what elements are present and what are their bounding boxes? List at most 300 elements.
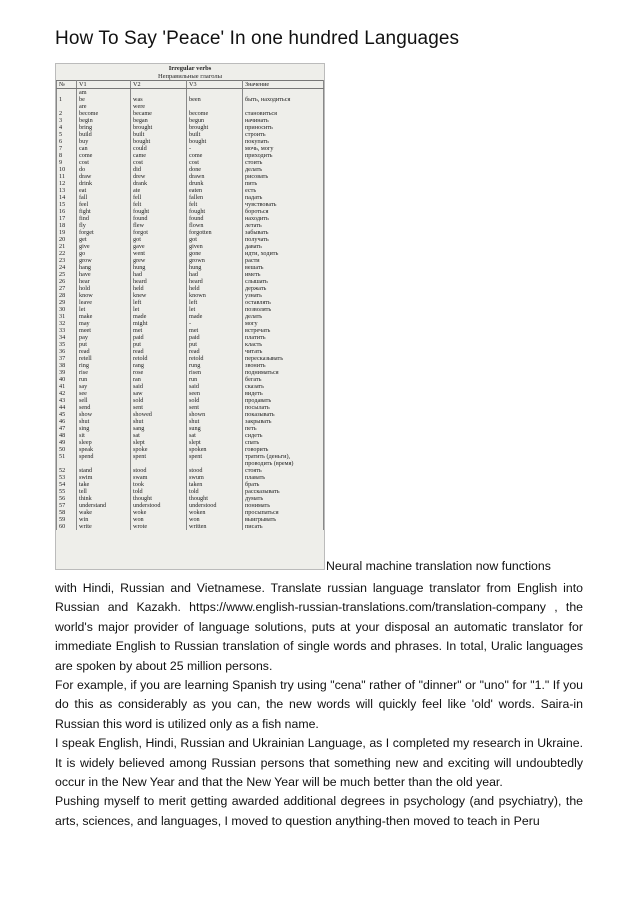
table-cell: went <box>131 250 187 257</box>
table-cell: given <box>187 243 243 250</box>
table-cell: take <box>77 481 131 488</box>
table-row <box>57 292 324 299</box>
table-cell: вешать <box>243 264 324 271</box>
table-cell: heard <box>187 278 243 285</box>
table-cell: узнать <box>243 292 324 299</box>
table-cell: давать <box>243 243 324 250</box>
table-cell: pay <box>77 334 131 341</box>
table-cell: thought <box>131 495 187 502</box>
table-cell: told <box>187 488 243 495</box>
table-cell: had <box>131 271 187 278</box>
table-cell: - <box>187 145 243 152</box>
table-cell: send <box>77 404 131 411</box>
table-row <box>57 453 324 460</box>
table-cell: бороться <box>243 208 324 215</box>
table-cell: may <box>77 320 131 327</box>
table-cell: were <box>131 103 187 110</box>
table-cell: bought <box>187 138 243 145</box>
table-cell: began <box>131 117 187 124</box>
table-cell: читать <box>243 348 324 355</box>
table-row <box>57 201 324 208</box>
table-cell: speak <box>77 446 131 453</box>
table-cell: hold <box>77 285 131 292</box>
table-cell: 23 <box>57 257 77 264</box>
table-row <box>57 138 324 145</box>
table-cell: retold <box>131 355 187 362</box>
table-cell: 3 <box>57 117 77 124</box>
table-cell: 42 <box>57 390 77 397</box>
table-row <box>57 96 324 103</box>
table-cell: wake <box>77 509 131 516</box>
table-cell: found <box>187 215 243 222</box>
table-cell: show <box>77 411 131 418</box>
table-cell: показывать <box>243 411 324 418</box>
table-cell: 41 <box>57 383 77 390</box>
table-cell: 8 <box>57 152 77 159</box>
table-cell: woke <box>131 509 187 516</box>
table-cell: been <box>187 96 243 103</box>
table-cell: 31 <box>57 313 77 320</box>
table-cell: cost <box>131 159 187 166</box>
table-cell: could <box>131 145 187 152</box>
table-cell: 18 <box>57 222 77 229</box>
table-cell: seen <box>187 390 243 397</box>
table-cell: 29 <box>57 299 77 306</box>
table-cell: might <box>131 320 187 327</box>
table-cell: thought <box>187 495 243 502</box>
table-cell: получать <box>243 236 324 243</box>
table-row <box>57 243 324 250</box>
table-cell: выигрывать <box>243 516 324 523</box>
table-cell: hang <box>77 264 131 271</box>
table-cell: - <box>187 320 243 327</box>
table-cell: 33 <box>57 327 77 334</box>
table-row <box>57 250 324 257</box>
table-cell: fought <box>187 208 243 215</box>
table-cell: retold <box>187 355 243 362</box>
table-row <box>57 418 324 425</box>
table-cell: go <box>77 250 131 257</box>
table-cell: 16 <box>57 208 77 215</box>
table-cell: стоить <box>243 159 324 166</box>
table-cell: 58 <box>57 509 77 516</box>
table-cell: видеть <box>243 390 324 397</box>
table-row <box>57 299 324 306</box>
table-cell: проводить (время) <box>243 460 324 467</box>
table-cell: покупать <box>243 138 324 145</box>
table-cell: fallen <box>187 194 243 201</box>
table-cell: paid <box>187 334 243 341</box>
table-cell: give <box>77 243 131 250</box>
table-row <box>57 131 324 138</box>
table-cell: build <box>77 131 131 138</box>
table-cell: found <box>131 215 187 222</box>
table-cell: begun <box>187 117 243 124</box>
table-cell: 37 <box>57 355 77 362</box>
table-cell: tell <box>77 488 131 495</box>
table-cell: rang <box>131 362 187 369</box>
verbs-table <box>56 80 324 530</box>
table-cell: 27 <box>57 285 77 292</box>
table-cell: won <box>131 516 187 523</box>
table-cell: felt <box>187 201 243 208</box>
table-row <box>57 327 324 334</box>
table-cell: built <box>187 131 243 138</box>
table-cell: grow <box>77 257 131 264</box>
table-cell: bring <box>77 124 131 131</box>
table-cell: есть <box>243 187 324 194</box>
table-cell: swum <box>187 474 243 481</box>
table-cell: sang <box>131 425 187 432</box>
table-cell: come <box>77 152 131 159</box>
table-cell: rung <box>187 362 243 369</box>
table-cell: летать <box>243 222 324 229</box>
table-cell: left <box>131 299 187 306</box>
table-cell: 9 <box>57 159 77 166</box>
table-cell: showed <box>131 411 187 418</box>
table-cell: класть <box>243 341 324 348</box>
table-cell: 30 <box>57 306 77 313</box>
table-row <box>57 474 324 481</box>
table-cell: встречать <box>243 327 324 334</box>
table-cell <box>243 89 324 97</box>
table-cell: рассказывать <box>243 488 324 495</box>
table-cell: see <box>77 390 131 397</box>
table-cell: 47 <box>57 425 77 432</box>
table-cell: drink <box>77 180 131 187</box>
table-cell: 55 <box>57 488 77 495</box>
table-row <box>57 439 324 446</box>
table-row <box>57 222 324 229</box>
table-row <box>57 502 324 509</box>
table-cell: became <box>131 110 187 117</box>
column-header: Значение <box>243 81 324 89</box>
column-header: № <box>57 81 77 89</box>
table-cell: 53 <box>57 474 77 481</box>
table-row <box>57 348 324 355</box>
table-cell: 26 <box>57 278 77 285</box>
table-row <box>57 341 324 348</box>
table-cell: продавать <box>243 397 324 404</box>
table-cell: 32 <box>57 320 77 327</box>
table-cell: сидеть <box>243 432 324 439</box>
table-header-row <box>57 81 324 89</box>
table-row <box>57 194 324 201</box>
table-cell: paid <box>131 334 187 341</box>
table-cell: оставлять <box>243 299 324 306</box>
article-body <box>55 579 583 831</box>
table-cell: пересказывать <box>243 355 324 362</box>
table-cell: said <box>131 383 187 390</box>
table-cell: 12 <box>57 180 77 187</box>
table-cell: делать <box>243 166 324 173</box>
table-cell: sell <box>77 397 131 404</box>
table-cell: run <box>77 376 131 383</box>
table-cell: держать <box>243 285 324 292</box>
table-row <box>57 509 324 516</box>
table-cell: met <box>131 327 187 334</box>
table-row <box>57 488 324 495</box>
table-cell: 28 <box>57 292 77 299</box>
table-cell: 4 <box>57 124 77 131</box>
table-row <box>57 166 324 173</box>
table-cell: платить <box>243 334 324 341</box>
table-cell: held <box>187 285 243 292</box>
table-cell: come <box>187 152 243 159</box>
table-cell <box>187 89 243 97</box>
table-row <box>57 411 324 418</box>
table-row <box>57 180 324 187</box>
table-cell: become <box>77 110 131 117</box>
table-cell: rose <box>131 369 187 376</box>
table-cell: 50 <box>57 446 77 453</box>
table-row <box>57 208 324 215</box>
table-cell: 38 <box>57 362 77 369</box>
table-cell: gave <box>131 243 187 250</box>
table-cell: sung <box>187 425 243 432</box>
table-row <box>57 187 324 194</box>
table-cell <box>57 103 77 110</box>
table-row <box>57 285 324 292</box>
table-row <box>57 215 324 222</box>
table-cell: swam <box>131 474 187 481</box>
table-cell: drawn <box>187 173 243 180</box>
table-cell <box>131 460 187 467</box>
table-row <box>57 397 324 404</box>
table-cell: become <box>187 110 243 117</box>
table-cell: shut <box>187 418 243 425</box>
table-row <box>57 355 324 362</box>
table-cell: 48 <box>57 432 77 439</box>
table-cell: начинать <box>243 117 324 124</box>
table-row <box>57 369 324 376</box>
table-cell: feel <box>77 201 131 208</box>
table-row <box>57 362 324 369</box>
table-cell: eaten <box>187 187 243 194</box>
table-cell: пить <box>243 180 324 187</box>
table-cell: said <box>187 383 243 390</box>
table-cell: are <box>77 103 131 110</box>
table-row <box>57 152 324 159</box>
table-cell: hung <box>187 264 243 271</box>
table-cell: written <box>187 523 243 530</box>
table-cell: can <box>77 145 131 152</box>
table-cell: stood <box>131 467 187 474</box>
table-cell: spoke <box>131 446 187 453</box>
table-cell: падать <box>243 194 324 201</box>
table-cell: let <box>187 306 243 313</box>
table-cell: расти <box>243 257 324 264</box>
table-cell: be <box>77 96 131 103</box>
table-cell: make <box>77 313 131 320</box>
table-cell: строить <box>243 131 324 138</box>
table-cell: sent <box>187 404 243 411</box>
table-cell: grown <box>187 257 243 264</box>
table-cell: slept <box>187 439 243 446</box>
table-cell: спать <box>243 439 324 446</box>
table-cell: buy <box>77 138 131 145</box>
table-row <box>57 236 324 243</box>
table-cell: built <box>131 131 187 138</box>
table-heading-en: Irregular verbs <box>168 65 212 72</box>
table-cell: 35 <box>57 341 77 348</box>
table-cell <box>57 89 77 97</box>
table-cell: 24 <box>57 264 77 271</box>
table-cell: made <box>131 313 187 320</box>
table-cell: 44 <box>57 404 77 411</box>
page-title: How To Say 'Peace' In one hundred Languages <box>55 28 460 49</box>
table-cell: 13 <box>57 187 77 194</box>
irregular-verbs-table-image <box>55 63 325 570</box>
table-row <box>57 257 324 264</box>
table-cell: 10 <box>57 166 77 173</box>
table-row <box>57 334 324 341</box>
table-cell: 11 <box>57 173 77 180</box>
table-cell: have <box>77 271 131 278</box>
table-cell: 22 <box>57 250 77 257</box>
table-row <box>57 376 324 383</box>
table-row <box>57 264 324 271</box>
paragraph: with Hindi, Russian and Vietnamese. Translate russian language translator from English into Russian and Kazakh. https://www.english-russian-translations.com/translation-company , the world's major provider of language solutions, puts at your disposal an automatic translator for immediate English to Russian translation of single words and phrases. In total, Uralic languages are spoken by about 25 million persons. <box>55 581 583 673</box>
table-cell: forgot <box>131 229 187 236</box>
table-cell: рисовать <box>243 173 324 180</box>
table-cell: идти, ходить <box>243 250 324 257</box>
table-cell: петь <box>243 425 324 432</box>
table-cell: win <box>77 516 131 523</box>
table-cell: стоять <box>243 467 324 474</box>
table-cell: wrote <box>131 523 187 530</box>
table-cell: брать <box>243 481 324 488</box>
table-cell: 5 <box>57 131 77 138</box>
table-cell: могу <box>243 320 324 327</box>
table-cell: думать <box>243 495 324 502</box>
table-cell: ran <box>131 376 187 383</box>
column-header: V2 <box>131 81 187 89</box>
table-row <box>57 460 324 467</box>
table-cell: put <box>187 341 243 348</box>
table-cell: cost <box>77 159 131 166</box>
table-cell: let <box>131 306 187 313</box>
table-cell: подниматься <box>243 369 324 376</box>
table-cell: know <box>77 292 131 299</box>
table-cell <box>57 460 77 467</box>
table-cell: heard <box>131 278 187 285</box>
table-cell: ate <box>131 187 187 194</box>
table-cell: told <box>131 488 187 495</box>
table-cell: draw <box>77 173 131 180</box>
table-cell: knew <box>131 292 187 299</box>
table-cell: плавать <box>243 474 324 481</box>
table-cell: shut <box>131 418 187 425</box>
table-cell: 46 <box>57 418 77 425</box>
column-header: V3 <box>187 81 243 89</box>
table-cell: understood <box>187 502 243 509</box>
table-cell: бегать <box>243 376 324 383</box>
paragraph: Pushing myself to merit getting awarded additional degrees in psychology (and psychiatry), the arts, sciences, and languages, I moved to question anything-then moved to teach in Peru <box>55 794 583 828</box>
table-cell: sleep <box>77 439 131 446</box>
table-cell: ring <box>77 362 131 369</box>
table-cell: 21 <box>57 243 77 250</box>
table-cell: становиться <box>243 110 324 117</box>
table-cell: stood <box>187 467 243 474</box>
table-cell: let <box>77 306 131 313</box>
table-cell: 56 <box>57 495 77 502</box>
table-cell: 14 <box>57 194 77 201</box>
table-cell: fly <box>77 222 131 229</box>
table-cell: get <box>77 236 131 243</box>
table-row <box>57 159 324 166</box>
table-cell: bought <box>131 138 187 145</box>
table-cell: won <box>187 516 243 523</box>
table-cell: 34 <box>57 334 77 341</box>
table-cell: known <box>187 292 243 299</box>
table-cell: flown <box>187 222 243 229</box>
table-cell: done <box>187 166 243 173</box>
table-cell: сказать <box>243 383 324 390</box>
table-cell: приходить <box>243 152 324 159</box>
table-row <box>57 523 324 530</box>
table-cell: слышать <box>243 278 324 285</box>
table-cell: drunk <box>187 180 243 187</box>
table-cell: left <box>187 299 243 306</box>
table-cell: had <box>187 271 243 278</box>
table-row <box>57 425 324 432</box>
table-row <box>57 516 324 523</box>
table-cell <box>77 460 131 467</box>
table-row <box>57 103 324 110</box>
table-cell: risen <box>187 369 243 376</box>
table-cell: read <box>187 348 243 355</box>
table-cell: быть, находиться <box>243 96 324 103</box>
table-row <box>57 124 324 131</box>
table-cell: 39 <box>57 369 77 376</box>
table-row <box>57 404 324 411</box>
table-row <box>57 271 324 278</box>
table-row <box>57 89 324 97</box>
table-cell: write <box>77 523 131 530</box>
table-cell: чувствовать <box>243 201 324 208</box>
table-cell: sent <box>131 404 187 411</box>
table-cell: 51 <box>57 453 77 460</box>
table-cell: sold <box>131 397 187 404</box>
table-cell: forgotten <box>187 229 243 236</box>
table-cell: made <box>187 313 243 320</box>
table-row <box>57 446 324 453</box>
table-row <box>57 320 324 327</box>
table-cell: 6 <box>57 138 77 145</box>
table-cell: 57 <box>57 502 77 509</box>
table-cell: делать <box>243 313 324 320</box>
table-cell <box>243 103 324 110</box>
table-cell: hear <box>77 278 131 285</box>
table-row <box>57 467 324 474</box>
table-cell: put <box>131 341 187 348</box>
table-cell: 49 <box>57 439 77 446</box>
table-cell: писать <box>243 523 324 530</box>
table-cell: put <box>77 341 131 348</box>
table-cell: sold <box>187 397 243 404</box>
table-row <box>57 278 324 285</box>
table-cell: говорить <box>243 446 324 453</box>
table-cell: did <box>131 166 187 173</box>
table-row <box>57 117 324 124</box>
table-cell: got <box>187 236 243 243</box>
table-cell: 19 <box>57 229 77 236</box>
table-cell: saw <box>131 390 187 397</box>
table-cell: flew <box>131 222 187 229</box>
table-cell: stand <box>77 467 131 474</box>
table-cell: 45 <box>57 411 77 418</box>
